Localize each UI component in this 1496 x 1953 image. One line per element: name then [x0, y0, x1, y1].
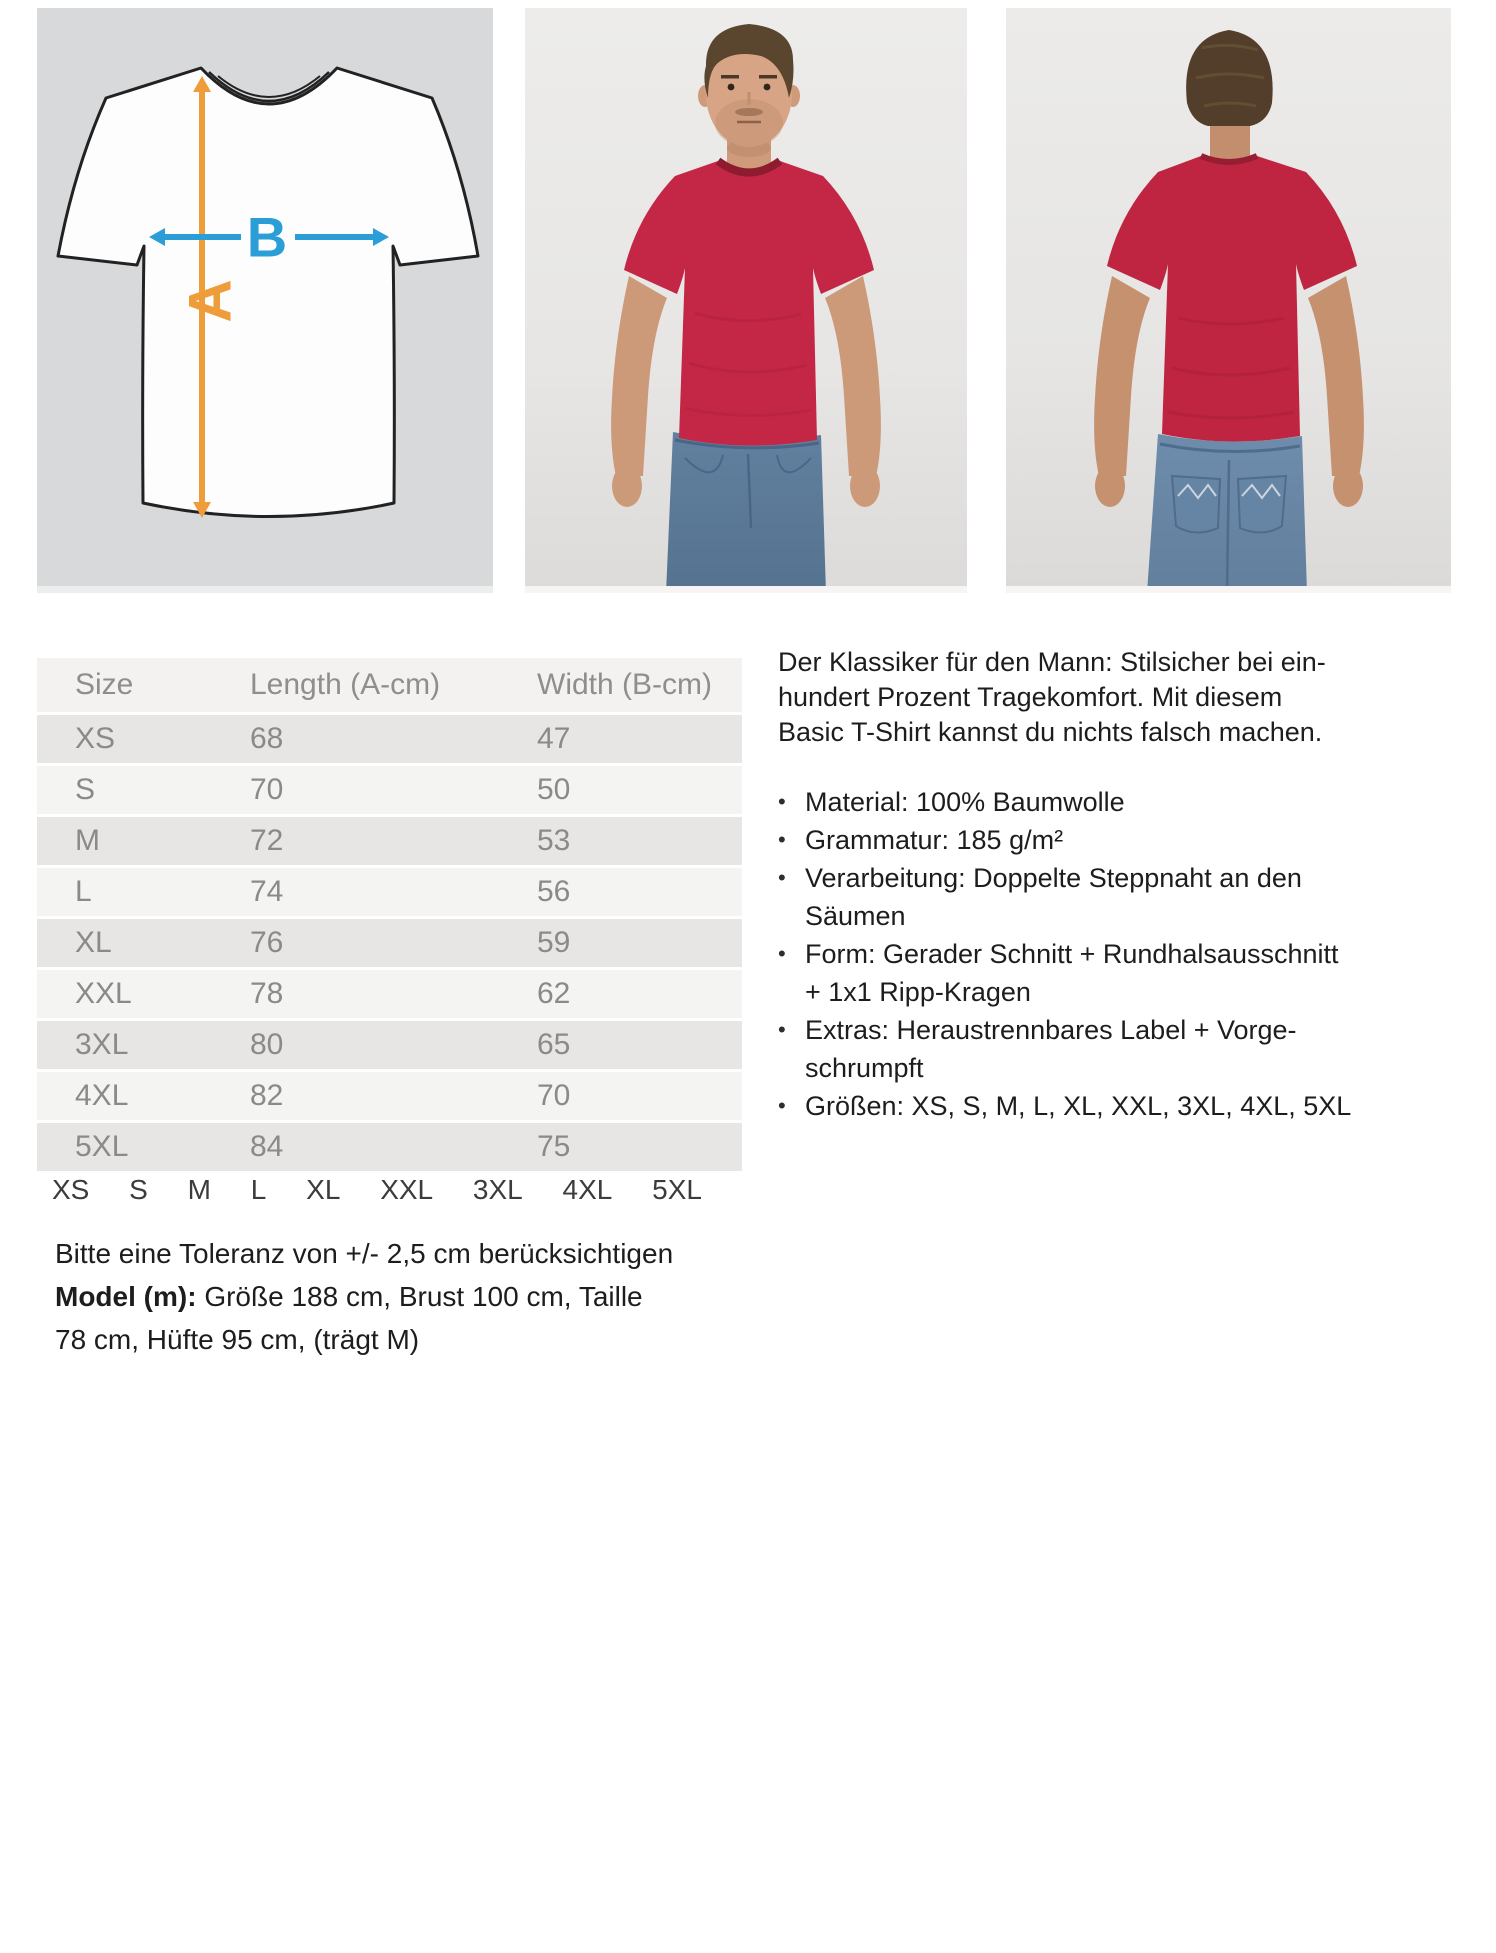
hand-right [850, 465, 880, 507]
table-row [37, 715, 742, 763]
back-photo-svg [1006, 8, 1451, 593]
bullet-text [805, 1087, 1351, 1125]
bullet-dot: • [778, 865, 786, 890]
table-row [37, 970, 742, 1018]
cell-size: XS [75, 722, 116, 755]
cell-size: M [75, 824, 100, 857]
bullet-line: Säumen [805, 901, 906, 931]
description-intro-line: Basic T-Shirt kannst du nichts falsch machen. [778, 717, 1323, 747]
bullet-line: Größen: XS, S, M, L, XL, XXL, 3XL, 4XL, 5XL [805, 1091, 1352, 1121]
bullet-groessen [778, 1087, 1443, 1125]
photo-bottom-strip [525, 586, 967, 593]
cell-size: 5XL [75, 1130, 129, 1163]
bullet-dot: • [778, 827, 786, 852]
clipped-label: XL [306, 1174, 341, 1205]
diagram-bottom-strip [37, 586, 493, 593]
size-table [37, 658, 742, 1171]
brow-right [759, 75, 777, 79]
cell-size: XL [75, 926, 112, 959]
jeans [666, 432, 826, 593]
cell-size: S [75, 773, 96, 806]
col-header-size: Size [75, 668, 134, 701]
clipped-label: M [187, 1174, 211, 1205]
table-row [37, 1021, 742, 1069]
label-a: A [176, 279, 244, 323]
bullet-dot: • [778, 1093, 786, 1118]
cell-length: 76 [250, 926, 284, 959]
bullet-line: Extras: Heraustrennbares Label + Vorge- [805, 1015, 1297, 1045]
cell-size: XXL [75, 977, 132, 1010]
bullet-dot: • [778, 1017, 786, 1042]
clipped-label: 5XL [652, 1174, 702, 1205]
clipped-size-row [52, 1174, 702, 1205]
bullet-dot: • [778, 941, 786, 966]
clipped-label: 4XL [562, 1174, 613, 1205]
col-header-length: Length (A-cm) [250, 668, 441, 701]
cell-length: 82 [250, 1079, 284, 1112]
table-row [37, 1123, 742, 1171]
eye-left [728, 84, 735, 91]
label-b: B [246, 205, 288, 269]
bullet-text [805, 783, 1125, 821]
bullet-line: Verarbeitung: Doppelte Steppnaht an den [805, 863, 1302, 893]
eye-right [764, 84, 771, 91]
cell-length: 78 [250, 977, 284, 1010]
bullet-grammatur [778, 821, 1443, 859]
measurement-notes [55, 1232, 674, 1361]
cell-length: 72 [250, 824, 284, 857]
bullet-material [778, 783, 1443, 821]
table-row [37, 868, 742, 916]
hand-right [1333, 465, 1363, 507]
cell-length: 74 [250, 875, 284, 908]
mustache [735, 108, 763, 116]
clipped-label: 3XL [472, 1174, 523, 1205]
pocket-left [1172, 476, 1220, 533]
size-table-header [37, 658, 742, 712]
cell-width: 47 [537, 722, 571, 755]
cell-length: 84 [250, 1130, 284, 1163]
bullet-verarbeitung [778, 859, 1443, 935]
cell-length: 70 [250, 773, 284, 806]
product-description [778, 645, 1443, 1125]
table-row [37, 817, 742, 865]
hand-left [1095, 465, 1125, 507]
model-info-text: Größe 188 cm, Brust 100 cm, Taille [204, 1281, 643, 1312]
bullet-line: schrumpft [805, 1053, 924, 1083]
clipped-label: L [250, 1174, 267, 1205]
model-front-photo [525, 8, 967, 593]
cell-width: 62 [537, 977, 571, 1010]
cell-width: 59 [537, 926, 571, 959]
bullet-line: + 1x1 Ripp-Kragen [805, 977, 1031, 1007]
model-info-line2: 78 cm, Hüfte 95 cm, (trägt M) [55, 1324, 420, 1355]
hand-left [612, 465, 642, 507]
cell-size: 3XL [75, 1028, 129, 1061]
cell-size: 4XL [75, 1079, 129, 1112]
bullet-text [805, 859, 1302, 935]
bullet-extras [778, 1011, 1443, 1087]
table-row [37, 1072, 742, 1120]
model-label: Model (m): [55, 1281, 197, 1312]
cell-length: 80 [250, 1028, 284, 1061]
photo-bottom-strip [1006, 586, 1451, 593]
cell-width: 65 [537, 1028, 571, 1061]
clipped-label: XXL [380, 1174, 434, 1205]
bullet-text [805, 1011, 1297, 1087]
bullet-line: Form: Gerader Schnitt + Rundhalsausschnitt [805, 939, 1339, 969]
cell-width: 75 [537, 1130, 571, 1163]
cell-width: 70 [537, 1079, 571, 1112]
clipped-label: S [129, 1174, 148, 1205]
front-photo-svg [525, 8, 967, 593]
tolerance-note: Bitte eine Toleranz von +/- 2,5 cm berücksichtigen [55, 1238, 674, 1269]
size-diagram-svg [37, 8, 493, 593]
arrow-b-shaft-left [161, 234, 241, 240]
size-diagram-image [37, 8, 493, 593]
cell-width: 53 [537, 824, 571, 857]
description-intro-line: Der Klassiker für den Mann: Stilsicher bei ein- [778, 647, 1326, 677]
bullet-line: Material: 100% Baumwolle [805, 787, 1125, 817]
pocket-right [1238, 476, 1286, 533]
model-info-line1 [55, 1275, 655, 1318]
col-header-width: Width (B-cm) [537, 668, 712, 701]
feature-bullet-list [778, 783, 1443, 1125]
cell-size: L [75, 875, 92, 908]
brow-left [721, 75, 739, 79]
description-intro-line: hundert Prozent Tragekomfort. Mit diesem [778, 682, 1283, 712]
bullet-form [778, 935, 1443, 1011]
bullet-text [805, 821, 1063, 859]
bullet-line: Grammatur: 185 g/m² [805, 825, 1064, 855]
table-row [37, 919, 742, 967]
model-back-photo [1006, 8, 1451, 593]
table-row [37, 766, 742, 814]
bullet-text [805, 935, 1339, 1011]
cell-width: 50 [537, 773, 571, 806]
clipped-size-row-text [52, 1176, 702, 1204]
cell-length: 68 [250, 722, 284, 755]
bullet-dot: • [778, 789, 786, 814]
arrow-b-shaft-right [295, 234, 377, 240]
cell-width: 56 [537, 875, 571, 908]
clipped-label: XS [52, 1174, 90, 1205]
